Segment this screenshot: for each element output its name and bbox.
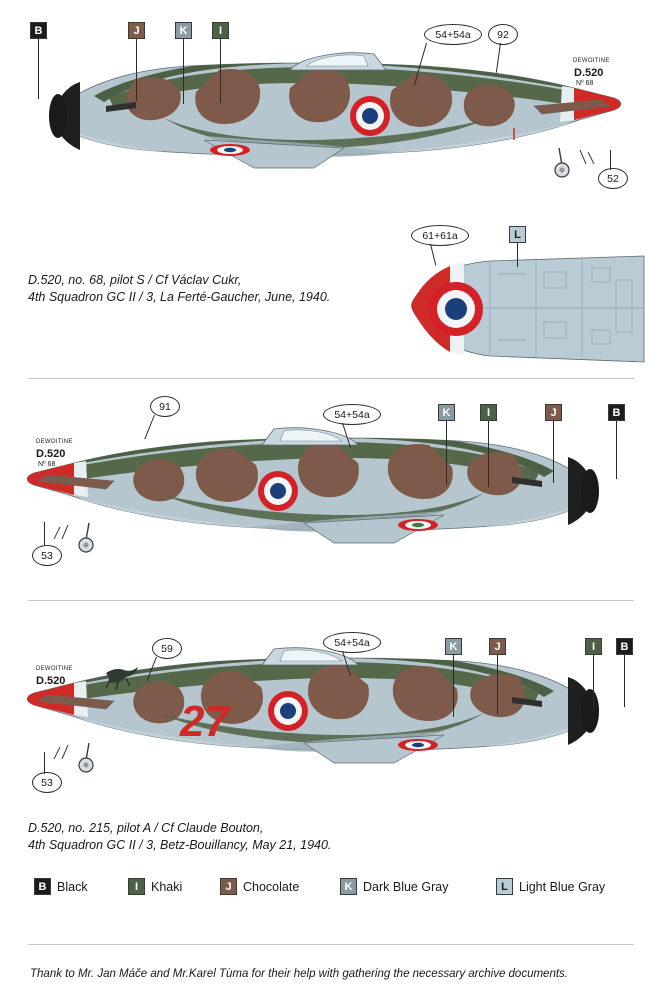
leader-i-3 — [593, 655, 594, 711]
legend-label-dark-blue-gray: Dark Blue Gray — [363, 879, 449, 894]
oval-91-2: 91 — [150, 396, 180, 417]
callout-j-3: J — [489, 638, 506, 655]
stencil-type-2: D.520 — [36, 448, 66, 460]
caption-1-line-2: 4th Squadron GC II / 3, La Ferté-Gaucher, June, 1940. — [28, 290, 331, 304]
leader-k-1 — [183, 39, 184, 104]
oval-61-61a: 61+61a — [411, 225, 469, 246]
stencil-brand-3: DEWOITINE — [36, 666, 73, 672]
legend-item-khaki — [128, 878, 182, 895]
oval-52-1: 52 — [598, 168, 628, 189]
caption-3-line-2: 4th Squadron GC II / 3, Betz-Bouillancy, May 21, 1940. — [28, 838, 332, 852]
callout-l-wing: L — [509, 226, 526, 243]
stencil-number-1: Nº 68 — [576, 80, 594, 87]
legend-chip-k: K — [340, 878, 357, 895]
callout-j-1: J — [128, 22, 145, 39]
legend-item-chocolate — [220, 878, 299, 895]
callout-b-3: B — [616, 638, 633, 655]
leader-53-3 — [44, 752, 45, 774]
stencil-type-3: D.520 — [36, 675, 66, 687]
caption-3-line-1: D.520, no. 215, pilot A / Cf Claude Bouton, — [28, 821, 264, 835]
oval-53-2: 53 — [32, 545, 62, 566]
stencil-type-1: D.520 — [574, 67, 604, 79]
callout-k-3: K — [445, 638, 462, 655]
footer-thanks: Thank to Mr. Jan Máče and Mr.Karel Tùma for their help with gathering the necessary archive documents. — [30, 968, 568, 980]
callout-b-2: B — [608, 404, 625, 421]
oval-53-3: 53 — [32, 772, 62, 793]
legend-item-black — [34, 878, 88, 895]
callout-k-1: K — [175, 22, 192, 39]
color-legend — [30, 878, 636, 898]
oval-54-54a-1: 54+54a — [424, 24, 482, 45]
divider-2 — [28, 600, 634, 601]
stencil-brand-2: DEWOITINE — [36, 439, 73, 445]
divider-1 — [28, 378, 634, 379]
oval-92-1: 92 — [488, 24, 518, 45]
leader-52-1 — [610, 150, 611, 170]
stencil-number-2: Nº 68 — [38, 461, 56, 468]
callout-i-2: I — [480, 404, 497, 421]
leader-k-2 — [446, 421, 447, 485]
leader-j-3 — [497, 655, 498, 715]
legend-chip-j: J — [220, 878, 237, 895]
legend-chip-i: I — [128, 878, 145, 895]
leader-k-3 — [453, 655, 454, 717]
legend-item-dark-blue-gray — [340, 878, 448, 895]
leader-b-3 — [624, 655, 625, 707]
legend-label-black: Black — [57, 879, 88, 894]
leader-53-2 — [44, 522, 45, 546]
aircraft-profile-2 — [14, 400, 634, 580]
legend-label-light-blue-gray: Light Blue Gray — [519, 879, 606, 894]
oval-59-3: 59 — [152, 638, 182, 659]
legend-chip-l: L — [496, 878, 513, 895]
leader-j-1 — [136, 39, 137, 101]
leader-i-2 — [488, 421, 489, 487]
leader-b-1 — [38, 39, 39, 99]
callout-j-2: J — [545, 404, 562, 421]
caption-profile-3 — [28, 820, 331, 854]
leader-j-2 — [553, 421, 554, 483]
leader-l-wing — [517, 243, 518, 267]
callout-i-1: I — [212, 22, 229, 39]
fuselage-number-3: 27 — [180, 697, 229, 746]
callout-b-1: B — [30, 22, 47, 39]
legend-chip-b: B — [34, 878, 51, 895]
oval-54-54a-3: 54+54a — [323, 632, 381, 653]
stencil-brand-1: DEWOITINE — [573, 58, 610, 64]
legend-label-chocolate: Chocolate — [243, 879, 300, 894]
divider-3 — [28, 944, 634, 945]
leader-b-2 — [616, 421, 617, 479]
callout-i-3: I — [585, 638, 602, 655]
oval-54-54a-2: 54+54a — [323, 404, 381, 425]
legend-item-light-blue-gray — [496, 878, 605, 895]
caption-1-line-1: D.520, no. 68, pilot S / Cf Václav Cukr, — [28, 273, 242, 287]
aircraft-profile-1 — [14, 40, 634, 215]
legend-label-khaki: Khaki — [151, 879, 183, 894]
callout-k-2: K — [438, 404, 455, 421]
leader-i-1 — [220, 39, 221, 103]
aircraft-profile-3 — [14, 620, 634, 800]
caption-profile-1 — [28, 272, 330, 306]
